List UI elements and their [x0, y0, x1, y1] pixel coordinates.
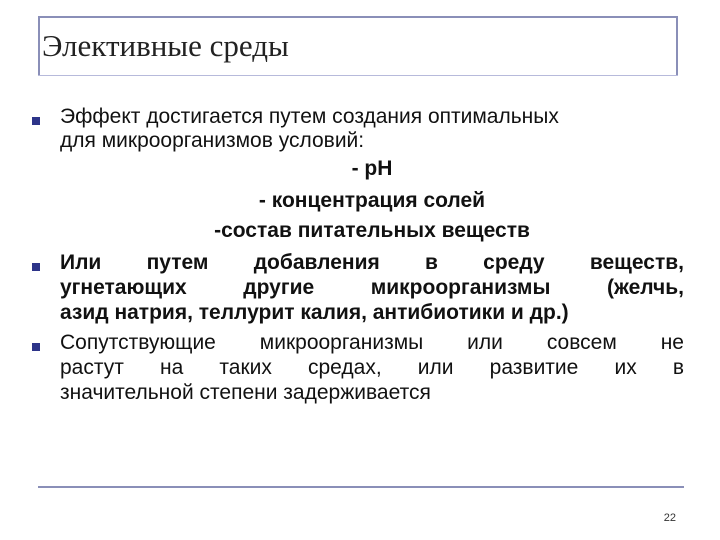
- condition-nutrient-composition: -состав питательных веществ: [214, 219, 530, 242]
- bullet-marker-3: [32, 343, 40, 351]
- bullet3-line1: Сопутствующие микроорганизмы или совсем не: [60, 331, 684, 354]
- condition-ph: - pH: [351, 157, 393, 180]
- bullet1-line1: Эффект достигается путем создания оптимальных: [60, 105, 559, 128]
- page-number: 22: [663, 512, 676, 524]
- bullet2-line3: азид натрия, теллурит калия, антибиотики и др.): [60, 301, 569, 324]
- bullet1-line2: для микроорганизмов условий:: [60, 129, 365, 152]
- condition-salt-concentration: - концентрация солей: [258, 189, 486, 212]
- title-underline: [38, 75, 678, 76]
- bullet3-line2: растут на таких средах, или развитие их в: [60, 356, 684, 379]
- footer-rule: [38, 486, 684, 488]
- bullet2-line2: угнетающих другие микроорганизмы (желчь,: [60, 276, 684, 299]
- slide-title: Элективные среды: [42, 28, 289, 63]
- bullet-marker-2: [32, 263, 40, 271]
- bullet3-line3: значительной степени задерживается: [60, 381, 431, 404]
- bullet2-line1: Или путем добавления в среду веществ,: [60, 251, 684, 274]
- bullet-marker-1: [32, 117, 40, 125]
